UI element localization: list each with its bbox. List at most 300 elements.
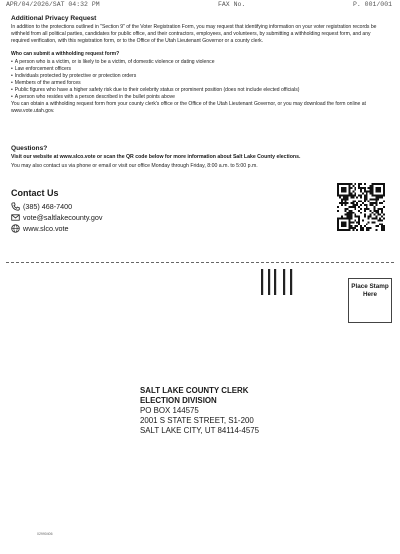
qr-module	[343, 202, 345, 204]
qr-module	[337, 195, 339, 197]
qr-module	[375, 196, 377, 198]
qr-module	[362, 202, 364, 204]
qr-module	[370, 227, 372, 229]
qr-module	[341, 202, 343, 204]
qr-module	[366, 227, 368, 229]
qr-module	[352, 221, 354, 223]
qr-module	[337, 219, 339, 221]
qr-module	[352, 195, 354, 197]
qr-module	[358, 206, 360, 208]
qr-module	[345, 187, 347, 189]
qr-module	[381, 210, 383, 212]
qr-module	[364, 208, 366, 210]
qr-module	[375, 187, 377, 189]
qr-module	[377, 191, 379, 193]
qr-module	[347, 198, 349, 200]
qr-module	[375, 183, 377, 185]
qr-module	[349, 187, 351, 189]
qr-module	[345, 218, 347, 220]
qr-module	[354, 219, 356, 221]
qr-module	[372, 195, 374, 197]
qr-module	[341, 229, 343, 231]
qr-module	[345, 221, 347, 223]
qr-module	[375, 210, 377, 212]
qr-module	[377, 214, 379, 216]
qr-module	[362, 187, 364, 189]
qr-module	[372, 204, 374, 206]
fax-page-count: P. 001/001	[352, 1, 392, 8]
qr-module	[362, 227, 364, 229]
qr-module	[339, 229, 341, 231]
qr-module	[364, 210, 366, 212]
qr-module	[370, 191, 372, 193]
qr-module	[352, 202, 354, 204]
qr-module	[375, 225, 377, 227]
qr-module	[372, 185, 374, 187]
qr-module	[337, 191, 339, 193]
qr-module	[372, 189, 374, 191]
qr-module	[354, 183, 356, 185]
qr-module	[368, 187, 370, 189]
qr-module	[373, 218, 375, 220]
qr-module	[341, 187, 343, 189]
qr-module	[341, 200, 343, 202]
qr-module	[379, 208, 381, 210]
fax-date-time: APR/04/2026/SAT 04:32 PM	[6, 1, 100, 8]
qr-module	[350, 210, 352, 212]
qr-module	[337, 229, 339, 231]
qr-module	[381, 227, 383, 229]
qr-module	[364, 191, 366, 193]
qr-module	[373, 198, 375, 200]
qr-module	[356, 196, 358, 198]
qr-module	[343, 229, 345, 231]
qr-module	[377, 196, 379, 198]
address-line-1: SALT LAKE COUNTY CLERK	[140, 386, 249, 395]
qr-module	[356, 225, 358, 227]
qr-module	[366, 208, 368, 210]
qr-module	[343, 218, 345, 220]
qr-module	[341, 223, 343, 225]
qr-module	[350, 216, 352, 218]
qr-module	[360, 204, 362, 206]
qr-module	[372, 218, 374, 220]
qr-module	[383, 193, 385, 195]
qr-module	[370, 193, 372, 195]
qr-module	[366, 195, 368, 197]
globe-icon	[11, 224, 20, 233]
qr-module	[358, 200, 360, 202]
qr-module	[370, 204, 372, 206]
qr-module	[358, 183, 360, 185]
stamp-box	[348, 278, 392, 323]
withholding-heading: Who can submit a withholding request form?	[11, 51, 120, 57]
qr-module	[383, 200, 385, 202]
qr-module	[358, 219, 360, 221]
qr-module	[360, 212, 362, 214]
qr-module	[364, 204, 366, 206]
contact-email	[11, 213, 102, 222]
qr-module	[364, 214, 366, 216]
qr-module	[341, 191, 343, 193]
perforation-line	[6, 262, 394, 263]
footer-code: 02990406	[37, 532, 53, 536]
qr-module	[347, 218, 349, 220]
qr-module	[364, 225, 366, 227]
qr-module	[343, 191, 345, 193]
qr-module	[383, 185, 385, 187]
qr-module	[347, 208, 349, 210]
qr-code	[337, 183, 385, 231]
qr-module	[383, 189, 385, 191]
list-item: • Members of the armed forces	[11, 80, 299, 87]
qr-module	[337, 193, 339, 195]
qr-module	[349, 219, 351, 221]
qr-module	[372, 202, 374, 204]
qr-module	[337, 183, 339, 185]
qr-module	[350, 221, 352, 223]
qr-module	[375, 216, 377, 218]
qr-module	[366, 204, 368, 206]
qr-module	[360, 225, 362, 227]
qr-module	[370, 189, 372, 191]
qr-module	[354, 200, 356, 202]
qr-module	[372, 191, 374, 193]
qr-module	[368, 229, 370, 231]
qr-module	[381, 229, 383, 231]
qr-module	[360, 229, 362, 231]
qr-module	[379, 219, 381, 221]
qr-module	[383, 214, 385, 216]
qr-module	[349, 221, 351, 223]
qr-module	[368, 208, 370, 210]
qr-module	[341, 189, 343, 191]
qr-module	[343, 189, 345, 191]
qr-module	[375, 204, 377, 206]
address-line-5: SALT LAKE CITY, UT 84114-4575	[140, 425, 260, 435]
qr-module	[372, 187, 374, 189]
qr-module	[349, 189, 351, 191]
qr-module	[377, 210, 379, 212]
qr-module	[366, 206, 368, 208]
qr-module	[345, 196, 347, 198]
questions-title: Questions?	[11, 145, 48, 152]
qr-module	[349, 193, 351, 195]
qr-module	[341, 221, 343, 223]
qr-module	[352, 227, 354, 229]
qr-module	[341, 225, 343, 227]
qr-module	[337, 187, 339, 189]
qr-module	[375, 189, 377, 191]
contact-phone	[11, 202, 72, 211]
qr-module	[347, 216, 349, 218]
qr-module	[379, 195, 381, 197]
qr-module	[373, 221, 375, 223]
qr-module	[381, 219, 383, 221]
qr-module	[368, 216, 370, 218]
qr-module	[337, 223, 339, 225]
obtain-form-text: You can obtain a withholding request form from your county clerk's office or the Office of the Utah Lieutenant Governor, or you may download the form online at www.vote.utah.gov.	[11, 101, 366, 114]
qr-module	[364, 196, 366, 198]
qr-module	[360, 208, 362, 210]
contact-website	[11, 224, 69, 233]
fax-number-label: FAX No.	[218, 1, 246, 8]
qr-module	[349, 210, 351, 212]
qr-module	[354, 208, 356, 210]
qr-module	[368, 200, 370, 202]
qr-module	[381, 223, 383, 225]
qr-module	[383, 218, 385, 220]
qr-module	[345, 229, 347, 231]
qr-module	[364, 195, 366, 197]
qr-module	[381, 196, 383, 198]
eligibility-list	[11, 59, 299, 100]
qr-module	[370, 214, 372, 216]
qr-module	[349, 191, 351, 193]
fax-header	[6, 1, 392, 11]
qr-module	[375, 191, 377, 193]
qr-module	[366, 196, 368, 198]
qr-module	[375, 218, 377, 220]
qr-module	[379, 202, 381, 204]
qr-module	[381, 183, 383, 185]
qr-module	[347, 202, 349, 204]
qr-module	[343, 195, 345, 197]
qr-module	[362, 193, 364, 195]
qr-module	[375, 212, 377, 214]
qr-module	[349, 195, 351, 197]
qr-module	[350, 195, 352, 197]
qr-module	[358, 195, 360, 197]
qr-module	[350, 212, 352, 214]
qr-module	[370, 185, 372, 187]
qr-module	[377, 212, 379, 214]
phone-icon	[11, 202, 20, 211]
qr-module	[354, 214, 356, 216]
qr-module	[383, 227, 385, 229]
qr-module	[337, 185, 339, 187]
qr-module	[337, 206, 339, 208]
email-address: vote@saltlakecounty.gov	[23, 213, 103, 222]
qr-module	[350, 196, 352, 198]
qr-module	[364, 187, 366, 189]
qr-module	[349, 218, 351, 220]
mailing-address	[140, 386, 259, 436]
qr-module	[350, 206, 352, 208]
qr-module	[360, 189, 362, 191]
qr-module	[368, 227, 370, 229]
qr-module	[349, 212, 351, 214]
qr-module	[352, 212, 354, 214]
qr-module	[377, 189, 379, 191]
list-item: • A person who is a victim, or is likely to be a victim, of domestic violence or dating violence	[11, 59, 299, 66]
qr-module	[345, 183, 347, 185]
phone-number: (385) 468-7400	[23, 202, 73, 211]
qr-module	[339, 196, 341, 198]
qr-module	[372, 183, 374, 185]
qr-module	[358, 187, 360, 189]
qr-module	[339, 218, 341, 220]
qr-module	[383, 206, 385, 208]
qr-module	[358, 216, 360, 218]
qr-module	[372, 198, 374, 200]
qr-module	[383, 183, 385, 185]
website-url: www.slco.vote	[23, 224, 69, 233]
questions-line-1: Visit our website at www.slco.vote or scan the QR code below for more information about Salt Lake County elections.	[11, 154, 301, 160]
qr-module	[383, 191, 385, 193]
list-item: • Law enforcement officers	[11, 66, 299, 73]
qr-module	[373, 195, 375, 197]
qr-module	[381, 216, 383, 218]
qr-module	[373, 210, 375, 212]
qr-module	[345, 198, 347, 200]
qr-module	[368, 221, 370, 223]
qr-module	[349, 183, 351, 185]
qr-module	[364, 198, 366, 200]
qr-module	[377, 187, 379, 189]
qr-module	[354, 206, 356, 208]
qr-module	[339, 183, 341, 185]
qr-module	[347, 195, 349, 197]
qr-module	[366, 193, 368, 195]
qr-module	[347, 212, 349, 214]
qr-module	[370, 202, 372, 204]
qr-module	[356, 229, 358, 231]
qr-module	[372, 193, 374, 195]
qr-module	[375, 195, 377, 197]
qr-module	[377, 208, 379, 210]
qr-module	[343, 196, 345, 198]
qr-module	[350, 187, 352, 189]
qr-module	[343, 187, 345, 189]
qr-module	[370, 210, 372, 212]
qr-module	[377, 219, 379, 221]
qr-module	[377, 195, 379, 197]
qr-module	[350, 214, 352, 216]
qr-module	[349, 227, 351, 229]
qr-module	[360, 187, 362, 189]
privacy-intro: In addition to the protections outlined in "Section 9" of the Voter Registration Form, you may request that identifying information on your voter registration records be withheld from all political parties, candidates for public office, and their contractors, employees, and volunteers, by submitting a withholding request form, and any required verification, with this registration form, or to the Office of the Utah Lieutenant Governor or a county clerk.	[11, 24, 377, 44]
qr-module	[368, 191, 370, 193]
qr-module	[352, 185, 354, 187]
qr-module	[360, 196, 362, 198]
qr-module	[352, 229, 354, 231]
qr-module	[352, 204, 354, 206]
qr-module	[341, 195, 343, 197]
qr-module	[379, 196, 381, 198]
qr-module	[358, 185, 360, 187]
qr-module	[362, 219, 364, 221]
qr-module	[381, 208, 383, 210]
qr-module	[345, 202, 347, 204]
qr-module	[337, 218, 339, 220]
qr-module	[341, 216, 343, 218]
qr-module	[345, 223, 347, 225]
qr-module	[360, 183, 362, 185]
qr-module	[370, 187, 372, 189]
qr-module	[381, 202, 383, 204]
qr-module	[358, 223, 360, 225]
qr-module	[372, 221, 374, 223]
qr-module	[343, 183, 345, 185]
qr-module	[337, 225, 339, 227]
qr-module	[379, 191, 381, 193]
qr-module	[350, 202, 352, 204]
qr-module	[354, 204, 356, 206]
qr-module	[364, 216, 366, 218]
qr-module	[341, 218, 343, 220]
qr-module	[354, 189, 356, 191]
qr-module	[337, 210, 339, 212]
qr-module	[337, 221, 339, 223]
qr-module	[366, 223, 368, 225]
qr-module	[379, 187, 381, 189]
questions-line-2: You may also contact us via phone or email or visit our office Monday through Friday, 8:00 a.m. to 5:00 p.m.	[11, 163, 258, 169]
facing-identification-bars	[259, 269, 299, 295]
qr-module	[373, 214, 375, 216]
qr-module	[368, 218, 370, 220]
qr-module	[379, 218, 381, 220]
qr-module	[366, 198, 368, 200]
qr-module	[339, 195, 341, 197]
qr-module	[379, 223, 381, 225]
qr-module	[347, 196, 349, 198]
qr-module	[337, 227, 339, 229]
qr-module	[364, 189, 366, 191]
qr-module	[360, 200, 362, 202]
qr-module	[347, 229, 349, 231]
qr-module	[383, 225, 385, 227]
list-item: • A person who resides with a person described in the bullet points above	[11, 94, 299, 101]
qr-module	[383, 187, 385, 189]
qr-module	[356, 202, 358, 204]
qr-module	[375, 198, 377, 200]
qr-module	[379, 183, 381, 185]
qr-module	[354, 193, 356, 195]
qr-module	[354, 195, 356, 197]
qr-module	[345, 195, 347, 197]
qr-module	[341, 198, 343, 200]
qr-module	[364, 200, 366, 202]
qr-module	[370, 216, 372, 218]
address-line-2: ELECTION DIVISION	[140, 395, 217, 405]
qr-module	[349, 214, 351, 216]
qr-module	[354, 227, 356, 229]
envelope-icon	[11, 213, 20, 222]
qr-module	[375, 200, 377, 202]
qr-module	[364, 183, 366, 185]
qr-module	[345, 225, 347, 227]
qr-module	[372, 212, 374, 214]
qr-module	[343, 225, 345, 227]
qr-module	[356, 216, 358, 218]
address-line-4: 2001 S STATE STREET, S1-200	[140, 415, 254, 425]
qr-module	[352, 206, 354, 208]
qr-module	[366, 191, 368, 193]
stamp-text: Place Stamp Here	[351, 283, 389, 298]
qr-module	[345, 189, 347, 191]
qr-module	[343, 223, 345, 225]
qr-module	[345, 214, 347, 216]
qr-module	[347, 214, 349, 216]
qr-module	[349, 185, 351, 187]
qr-module	[379, 214, 381, 216]
qr-module	[345, 191, 347, 193]
qr-module	[354, 225, 356, 227]
qr-module	[356, 204, 358, 206]
qr-module	[347, 183, 349, 185]
qr-module	[373, 206, 375, 208]
